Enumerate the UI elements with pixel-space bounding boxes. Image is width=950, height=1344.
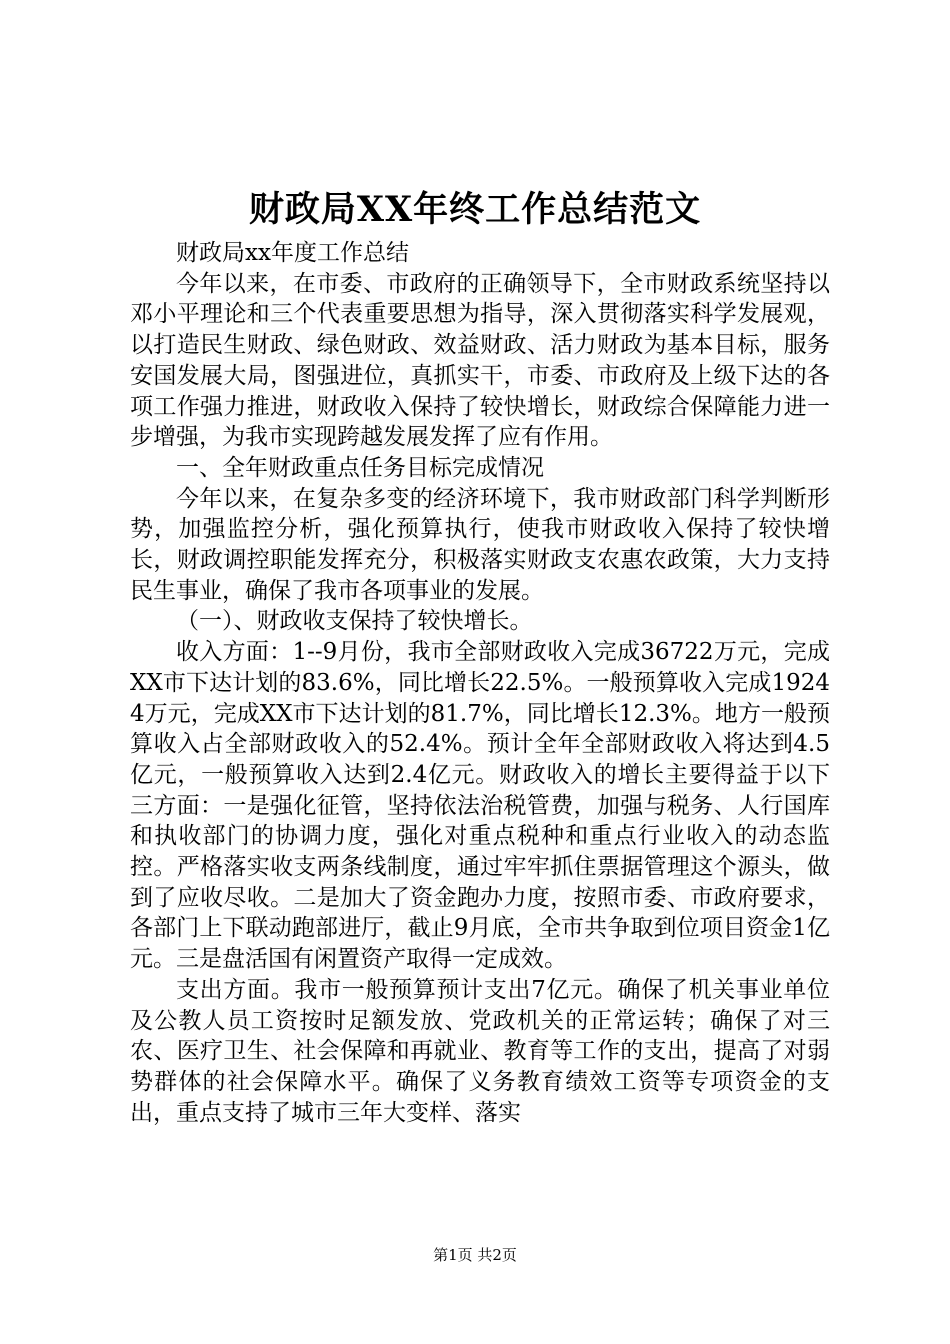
page-footer: 第1页 共2页 (433, 1246, 517, 1264)
document-body (130, 238, 830, 1128)
revenue-paragraph: 收入方面：1--9月份，我市全部财政收入完成36722万元，完成XX市下达计划的83.6%，同比增长22.5%。一般预算收入完成19244万元，完成XX市下达计划的81.7%，同比增长12.3%。地方一般预算收入占全部财政收入的52.4%。预计全年全部财政收入将达到4.5亿元，一般预算收入达到2.4亿元。财政收入的增长主要得益于以下三方面：一是强化征管，坚持依法治税管费，加强与税务、人行国库和执收部门的协调力度，强化对重点税种和重点行业收入的动态监控。严格落实收支两条线制度，通过牢牢抓住票据管理这个源头，做到了应收尽收。二是加大了资金跑办力度，按照市委、市政府要求，各部门上下联动跑部进厅，截止9月底，全市共争取到位项目资金1亿元。三是盘活国有闲置资产取得一定成效。 (130, 639, 830, 973)
document-title: 财政局XX年终工作总结范文 (248, 189, 702, 230)
expenditure-paragraph: 支出方面。我市一般预算预计支出7亿元。确保了机关事业单位及公教人员工资按时足额发放、党政机关的正常运转；确保了对三农、医疗卫生、社会保障和再就业、教育等工作的支出，提高了对弱势群体的社会保障水平。确保了义务教育绩效工资等专项资金的支出，重点支持了城市三年大变样、落实 (130, 976, 830, 1126)
subtitle-paragraph: 财政局xx年度工作总结 (176, 240, 409, 266)
overview-paragraph: 今年以来，在复杂多变的经济环境下，我市财政部门科学判断形势，加强监控分析，强化预算执行，使我市财政收入保持了较快增长，财政调控职能发挥充分，积极落实财政支农惠农政策，大力支持民生事业，确保了我市各项事业的发展。 (130, 485, 830, 604)
subsection-heading: （一）、财政收支保持了较快增长。 (176, 608, 533, 635)
section-heading: 一、全年财政重点任务目标完成情况 (176, 454, 544, 481)
intro-paragraph: 今年以来，在市委、市政府的正确领导下，全市财政系统坚持以邓小平理论和三个代表重要思想为指导，深入贯彻落实科学发展观，以打造民生财政、绿色财政、效益财政、活力财政为基本目标，服务安国发展大局，图强进位，真抓实干，市委、市政府及上级下达的各项工作强力推进，财政收入保持了较快增长，财政综合保障能力进一步增强，为我市实现跨越发展发挥了应有作用。 (130, 270, 830, 451)
